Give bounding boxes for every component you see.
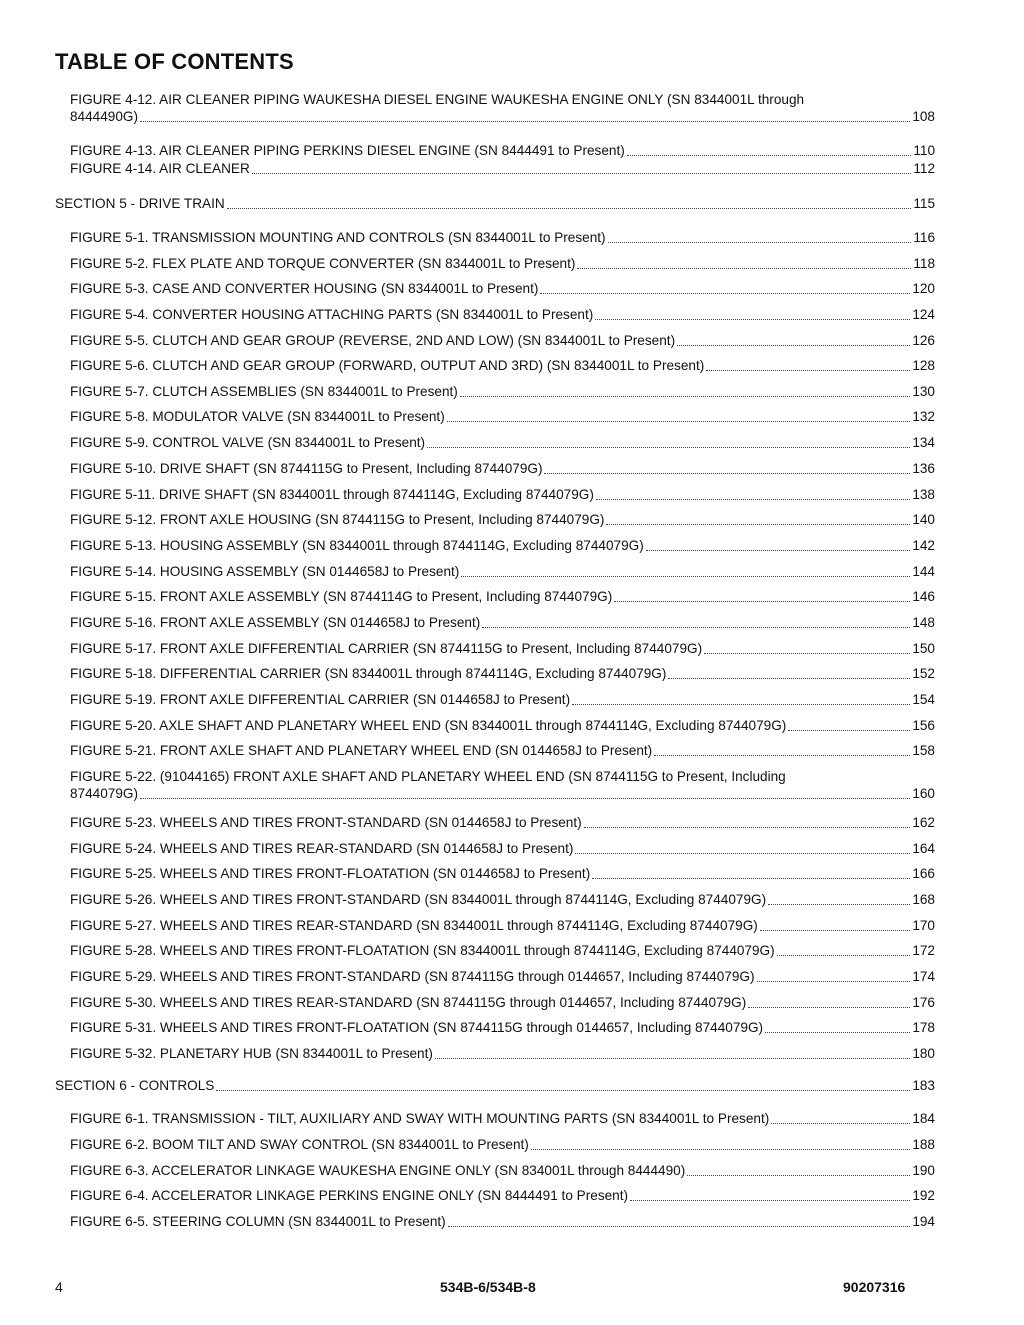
dot-leader (572, 703, 910, 705)
toc-entry-page-number: 192 (912, 1188, 935, 1203)
dot-leader (704, 652, 910, 654)
toc-figure-entry[interactable] (70, 917, 935, 934)
toc-entry-title: FIGURE 5-4. CONVERTER HOUSING ATTACHING PARTS (SN 8344001L to Present) (70, 307, 594, 322)
toc-figure-entry[interactable] (70, 434, 935, 451)
dot-leader (654, 754, 910, 756)
dot-leader (668, 677, 910, 679)
toc-figure-entry[interactable] (70, 942, 935, 959)
toc-entry-title: FIGURE 5-11. DRIVE SHAFT (SN 8344001L through 8744114G, Excluding 8744079G) (70, 487, 594, 502)
toc-entry-title: FIGURE 5-16. FRONT AXLE ASSEMBLY (SN 0144658J to Present) (70, 615, 481, 630)
dot-leader (577, 267, 911, 269)
toc-entry-title: FIGURE 5-8. MODULATOR VALVE (SN 8344001L to Present) (70, 409, 445, 424)
toc-entry-continuation (70, 785, 935, 802)
toc-figure-entry[interactable] (70, 691, 935, 708)
toc-figure-entry[interactable] (70, 994, 935, 1011)
toc-entry-page-number: 146 (912, 589, 935, 604)
toc-entry-page-number: 156 (912, 718, 935, 733)
toc-entry-page-number: 190 (912, 1163, 935, 1178)
toc-figure-entry[interactable] (70, 383, 935, 400)
toc-entry-title: FIGURE 5-19. FRONT AXLE DIFFERENTIAL CARRIER (SN 0144658J to Present) (70, 692, 571, 707)
dot-leader (140, 120, 910, 122)
dot-leader (771, 1122, 910, 1124)
toc-figure-entry[interactable] (70, 563, 935, 580)
toc-entry-continuation (70, 108, 935, 125)
toc-entry-page-number: 112 (913, 161, 935, 176)
toc-entry-title: FIGURE 5-15. FRONT AXLE ASSEMBLY (SN 8744114G to Present, Including 8744079G) (70, 589, 613, 604)
dot-leader (227, 207, 912, 209)
toc-entry-page-number: 120 (912, 281, 935, 296)
dot-leader (687, 1174, 910, 1176)
toc-entry-title: FIGURE 5-2. FLEX PLATE AND TORQUE CONVERTER (SN 8344001L to Present) (70, 256, 576, 271)
toc-entry-title: FIGURE 5-6. CLUTCH AND GEAR GROUP (FORWARD, OUTPUT AND 3RD) (SN 8344001L to Present) (70, 358, 705, 373)
dot-leader (460, 395, 910, 397)
toc-entry-title: FIGURE 5-30. WHEELS AND TIRES REAR-STANDARD (SN 8744115G through 0144657, Including 8744079G) (70, 995, 747, 1010)
toc-figure-entry[interactable] (70, 280, 935, 297)
toc-entry-page-number: 158 (912, 743, 935, 758)
toc-entry-title: FIGURE 6-1. TRANSMISSION - TILT, AUXILIARY AND SWAY WITH MOUNTING PARTS (SN 8344001L to Present) (70, 1111, 770, 1126)
dot-leader (531, 1148, 911, 1150)
dot-leader (646, 549, 911, 551)
toc-entry-title: FIGURE 5-13. HOUSING ASSEMBLY (SN 8344001L through 8744114G, Excluding 8744079G) (70, 538, 644, 553)
toc-entry-title: FIGURE 5-28. WHEELS AND TIRES FRONT-FLOATATION (SN 8344001L through 8744114G, Excluding 8744079G) (70, 943, 775, 958)
dot-leader (461, 575, 910, 577)
toc-entry-title: FIGURE 5-27. WHEELS AND TIRES REAR-STANDARD (SN 8344001L through 8744114G, Excluding 8744079G) (70, 918, 758, 933)
toc-figure-entry[interactable] (70, 357, 935, 374)
dot-leader (627, 154, 912, 156)
toc-entry-page-number: 170 (912, 918, 935, 933)
toc-entry-title-line: FIGURE 5-22. (91044165) FRONT AXLE SHAFT AND PLANETARY WHEEL END (SN 8744115G to Present, Including (70, 769, 786, 784)
toc-entry-page-number: 188 (912, 1137, 935, 1152)
toc-entry-title: FIGURE 5-23. WHEELS AND TIRES FRONT-STANDARD (SN 0144658J to Present) (70, 815, 582, 830)
toc-entry-title: FIGURE 5-26. WHEELS AND TIRES FRONT-STANDARD (SN 8344001L through 8744114G, Excluding 8744079G) (70, 892, 767, 907)
toc-entry-page-number: 148 (912, 615, 935, 630)
toc-figure-entry[interactable] (70, 968, 935, 985)
dot-leader (777, 954, 911, 956)
toc-entry-page-number: 154 (912, 692, 935, 707)
dot-leader (427, 446, 910, 448)
toc-entry-title: FIGURE 5-10. DRIVE SHAFT (SN 8744115G to Present, Including 8744079G) (70, 461, 543, 476)
toc-entry-title-line: FIGURE 4-12. AIR CLEANER PIPING WAUKESHA DIESEL ENGINE WAUKESHA ENGINE ONLY (SN 8344001L through (70, 92, 805, 107)
toc-entry-title: FIGURE 6-4. ACCELERATOR LINKAGE PERKINS ENGINE ONLY (SN 8444491 to Present) (70, 1188, 629, 1203)
toc-entry-page-number: 144 (912, 564, 935, 579)
toc-entry-title: FIGURE 5-7. CLUTCH ASSEMBLIES (SN 8344001L to Present) (70, 384, 458, 399)
toc-figure-entry[interactable] (70, 614, 935, 631)
toc-figure-entry[interactable] (70, 814, 935, 831)
toc-entry-page-number: 118 (913, 256, 935, 271)
toc-entry-page-number: 194 (912, 1214, 935, 1229)
toc-entry-page-number: 150 (912, 641, 935, 656)
toc-entry-page-number: 178 (912, 1020, 935, 1035)
page-title: TABLE OF CONTENTS (55, 49, 294, 74)
toc-figure-entry[interactable] (70, 142, 935, 159)
toc-entry-page-number: 115 (913, 196, 935, 211)
toc-figure-entry[interactable] (70, 460, 935, 477)
toc-entry-page-number: 132 (912, 409, 935, 424)
footer-part-number: 90207316 (843, 1279, 906, 1295)
toc-figure-entry[interactable] (70, 1187, 935, 1204)
toc-entry-page-number: 140 (912, 512, 935, 527)
toc-entry-title: FIGURE 5-9. CONTROL VALVE (SN 8344001L to Present) (70, 435, 426, 450)
toc-entry-page-number: 162 (912, 815, 935, 830)
toc-figure-entry[interactable] (70, 1045, 935, 1062)
toc-figure-entry[interactable] (70, 1213, 935, 1230)
dot-leader (447, 420, 911, 422)
toc-entry-title: FIGURE 5-17. FRONT AXLE DIFFERENTIAL CARRIER (SN 8744115G to Present, Including 8744079G) (70, 641, 703, 656)
toc-figure-entry[interactable] (70, 1162, 935, 1179)
toc-figure-entry[interactable] (70, 537, 935, 554)
toc-entry-page-number: 172 (912, 943, 935, 958)
toc-entry-title: FIGURE 5-29. WHEELS AND TIRES FRONT-STANDARD (SN 8744115G through 0144657, Including 8744079G) (70, 969, 755, 984)
footer-model: 534B-6/534B-8 (440, 1279, 536, 1295)
toc-figure-entry[interactable] (70, 840, 935, 857)
toc-section-entry[interactable] (55, 1077, 935, 1094)
dot-leader (677, 344, 910, 346)
footer-page-number: 4 (55, 1279, 63, 1295)
toc-figure-entry[interactable] (70, 160, 935, 177)
dot-leader (592, 877, 910, 879)
dot-leader (435, 1057, 910, 1059)
toc-entry-title: FIGURE 5-24. WHEELS AND TIRES REAR-STANDARD (SN 0144658J to Present) (70, 841, 574, 856)
dot-leader (606, 523, 910, 525)
toc-figure-entry[interactable] (70, 1019, 935, 1036)
dot-leader (544, 472, 910, 474)
toc-entry-title: FIGURE 5-1. TRANSMISSION MOUNTING AND CONTROLS (SN 8344001L to Present) (70, 230, 606, 245)
toc-entry-title: FIGURE 5-32. PLANETARY HUB (SN 8344001L to Present) (70, 1046, 433, 1061)
dot-leader (540, 292, 910, 294)
toc-entry-title: FIGURE 5-18. DIFFERENTIAL CARRIER (SN 8344001L through 8744114G, Excluding 8744079G) (70, 666, 667, 681)
toc-entry-title: SECTION 6 - CONTROLS (55, 1078, 215, 1093)
dot-leader (706, 369, 910, 371)
toc-entry-page-number: 116 (913, 230, 935, 245)
toc-entry-title: FIGURE 6-3. ACCELERATOR LINKAGE WAUKESHA ENGINE ONLY (SN 834001L through 8444490) (70, 1163, 686, 1178)
toc-entry-page-number: 108 (912, 109, 935, 124)
toc-entry-page-number: 160 (912, 786, 935, 801)
dot-leader (765, 1031, 910, 1033)
toc-figure-entry[interactable] (70, 255, 935, 272)
toc-entry-page-number: 168 (912, 892, 935, 907)
toc-entry-page-number: 110 (913, 143, 935, 158)
toc-figure-entry[interactable] (70, 768, 935, 802)
toc-entry-page-number: 176 (912, 995, 935, 1010)
dot-leader (748, 1006, 910, 1008)
toc-entry-title: FIGURE 5-14. HOUSING ASSEMBLY (SN 0144658J to Present) (70, 564, 460, 579)
toc-figure-entry[interactable] (70, 665, 935, 682)
dot-leader (448, 1225, 911, 1227)
dot-leader (595, 318, 910, 320)
dot-leader (788, 729, 910, 731)
toc-figure-entry[interactable] (70, 1110, 935, 1127)
dot-leader (760, 929, 911, 931)
toc-figure-entry[interactable] (70, 742, 935, 759)
toc-entry-title: 8444490G) (70, 109, 139, 124)
toc-entry-page-number: 174 (912, 969, 935, 984)
toc-figure-entry[interactable] (70, 332, 935, 349)
toc-entry-page-number: 136 (912, 461, 935, 476)
toc-figure-entry[interactable] (70, 306, 935, 323)
toc-entry-title: FIGURE 6-2. BOOM TILT AND SWAY CONTROL (SN 8344001L to Present) (70, 1137, 529, 1152)
dot-leader (140, 797, 910, 799)
toc-entry-page-number: 180 (912, 1046, 935, 1061)
toc-entry-title: FIGURE 5-12. FRONT AXLE HOUSING (SN 8744115G to Present, Including 8744079G) (70, 512, 605, 527)
toc-entry-title: FIGURE 5-5. CLUTCH AND GEAR GROUP (REVERSE, 2ND AND LOW) (SN 8344001L to Present) (70, 333, 676, 348)
toc-figure-entry[interactable] (70, 511, 935, 528)
dot-leader (216, 1089, 910, 1091)
toc-entry-page-number: 152 (912, 666, 935, 681)
toc-entry-page-number: 184 (912, 1111, 935, 1126)
dot-leader (482, 626, 910, 628)
dot-leader (596, 498, 910, 500)
toc-entry-page-number: 164 (912, 841, 935, 856)
dot-leader (608, 241, 912, 243)
toc-entry-page-number: 130 (912, 384, 935, 399)
toc-entry-page-number: 134 (912, 435, 935, 450)
toc-figure-entry[interactable] (70, 588, 935, 605)
toc-figure-entry[interactable] (70, 1136, 935, 1153)
dot-leader (630, 1199, 910, 1201)
toc-entry-title: 8744079G) (70, 786, 139, 801)
toc-figure-entry[interactable] (70, 229, 935, 246)
toc-entry-title: SECTION 5 - DRIVE TRAIN (55, 196, 225, 211)
dot-leader (757, 980, 911, 982)
dot-leader (768, 903, 910, 905)
toc-entry-title: FIGURE 5-25. WHEELS AND TIRES FRONT-FLOATATION (SN 0144658J to Present) (70, 866, 591, 881)
toc-entry-page-number: 183 (912, 1078, 935, 1093)
toc-figure-entry[interactable] (70, 865, 935, 882)
toc-entry-title: FIGURE 6-5. STEERING COLUMN (SN 8344001L to Present) (70, 1214, 446, 1229)
toc-entry-page-number: 126 (912, 333, 935, 348)
toc-figure-entry[interactable] (70, 91, 935, 125)
toc-entry-page-number: 128 (912, 358, 935, 373)
toc-figure-entry[interactable] (70, 408, 935, 425)
dot-leader (614, 600, 910, 602)
toc-entry-page-number: 124 (912, 307, 935, 322)
toc-entry-page-number: 142 (912, 538, 935, 553)
dot-leader (584, 826, 911, 828)
toc-entry-title: FIGURE 5-3. CASE AND CONVERTER HOUSING (SN 8344001L to Present) (70, 281, 539, 296)
toc-figure-entry[interactable] (70, 891, 935, 908)
toc-entry-title: FIGURE 5-31. WHEELS AND TIRES FRONT-FLOATATION (SN 8744115G through 0144657, Including 8744079G) (70, 1020, 764, 1035)
dot-leader (252, 172, 912, 174)
toc-entry-title: FIGURE 5-20. AXLE SHAFT AND PLANETARY WHEEL END (SN 8344001L through 8744114G, Excluding 8744079G) (70, 718, 787, 733)
toc-figure-entry[interactable] (70, 486, 935, 503)
toc-entry-title: FIGURE 5-21. FRONT AXLE SHAFT AND PLANETARY WHEEL END (SN 0144658J to Present) (70, 743, 653, 758)
toc-figure-entry[interactable] (70, 717, 935, 734)
toc-entry-page-number: 138 (912, 487, 935, 502)
toc-section-entry[interactable] (55, 195, 935, 212)
toc-entry-title: FIGURE 4-13. AIR CLEANER PIPING PERKINS DIESEL ENGINE (SN 8444491 to Present) (70, 143, 625, 158)
toc-entry-title: FIGURE 4-14. AIR CLEANER (70, 161, 250, 176)
toc-figure-entry[interactable] (70, 640, 935, 657)
toc-entry-page-number: 166 (912, 866, 935, 881)
dot-leader (575, 852, 910, 854)
